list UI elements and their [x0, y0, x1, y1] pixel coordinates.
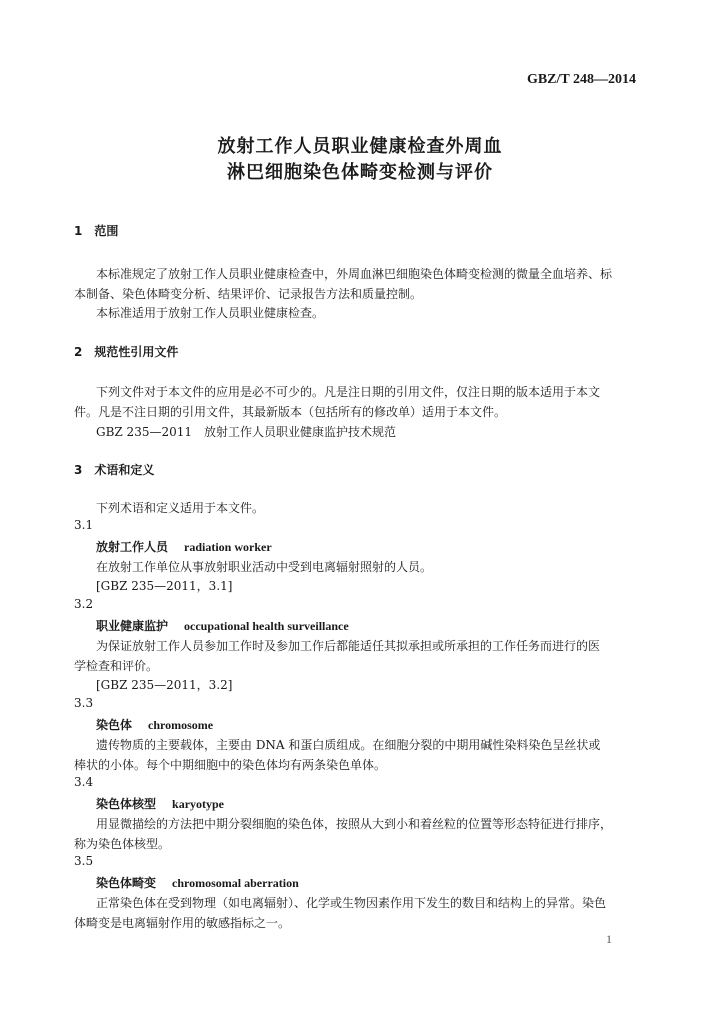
term-definition: 正常染色体在受到物理（如电离辐射）、化学或生物因素作用下发生的数目和结构上的异常。染色 — [96, 896, 607, 910]
term-title — [96, 538, 272, 555]
section-1-paragraph-1-line-2: 本制备、染色体畸变分析、结果评价、记录报告方法和质量控制。 — [74, 287, 423, 301]
title-line-1: 放射工作人员职业健康检查外周血 — [217, 136, 503, 157]
term-chinese: 染色体 — [96, 718, 133, 732]
section-1-paragraph-1-line-1: 本标准规定了放射工作人员职业健康检查中，外周血淋巴细胞染色体畸变检测的微量全血培养、标 — [96, 267, 613, 281]
section-1-paragraph-2: 本标准适用于放射工作人员职业健康检查。 — [96, 306, 325, 320]
term-title — [96, 716, 213, 733]
term-definition-continued: 体畸变是电离辐射作用的敏感指标之一。 — [74, 916, 291, 930]
document-title — [0, 134, 720, 186]
term-source: [GBZ 235—2011，3.2] — [96, 678, 233, 692]
term-definition-continued: 学检查和评价。 — [74, 659, 159, 673]
term-source: [GBZ 235—2011，3.1] — [96, 579, 233, 593]
term-english: occupational health surveillance — [184, 619, 349, 633]
term-title — [96, 617, 349, 634]
section-3-heading: 3 术语和定义 — [74, 463, 155, 477]
term-chinese: 放射工作人员 — [96, 540, 169, 554]
term-english: karyotype — [172, 797, 225, 811]
section-2-reference: GBZ 235—2011 放射工作人员职业健康监护技术规范 — [96, 425, 397, 439]
term-definition-continued: 棒状的小体。每个中期细胞中的染色体均有两条染色单体。 — [74, 758, 387, 772]
term-chinese: 职业健康监护 — [96, 619, 169, 633]
term-chinese: 染色体核型 — [96, 797, 157, 811]
term-definition: 遗传物质的主要载体，主要由 DNA 和蛋白质组成。在细胞分裂的中期用碱性染料染色呈丝状或 — [96, 738, 601, 752]
term-english: chromosomal aberration — [172, 876, 299, 890]
term-number: 3.2 — [74, 597, 94, 611]
page-number: 1 — [606, 932, 612, 946]
section-2-paragraph-1-line-1: 下列文件对于本文件的应用是必不可少的。凡是注日期的引用文件，仅注日期的版本适用于本文 — [96, 385, 601, 399]
standard-code: GBZ/T 248—2014 — [526, 72, 636, 87]
section-2-paragraph-1-line-2: 件。凡是不注日期的引用文件，其最新版本（包括所有的修改单）适用于本文件。 — [74, 405, 507, 419]
term-number: 3.1 — [74, 518, 94, 532]
term-english: radiation worker — [184, 540, 272, 554]
term-title — [96, 795, 224, 812]
section-1-heading: 1 范围 — [74, 224, 119, 238]
term-number: 3.3 — [74, 696, 94, 710]
term-definition: 为保证放射工作人员参加工作时及参加工作后都能适任其拟承担或所承担的工作任务而进行的医 — [96, 639, 601, 653]
term-definition: 用显微描绘的方法把中期分裂细胞的染色体，按照从大到小和着丝粒的位置等形态特征进行排序， — [96, 817, 613, 831]
term-chinese: 染色体畸变 — [96, 876, 157, 890]
term-number: 3.5 — [74, 854, 94, 868]
title-line-2: 淋巴细胞染色体畸变检测与评价 — [227, 162, 493, 183]
section-3-intro: 下列术语和定义适用于本文件。 — [96, 501, 265, 515]
section-2-heading: 2 规范性引用文件 — [74, 345, 179, 359]
term-definition: 在放射工作单位从事放射职业活动中受到电离辐射照射的人员。 — [96, 560, 433, 574]
term-number: 3.4 — [74, 775, 94, 789]
term-english: chromosome — [148, 718, 214, 732]
term-definition-continued: 称为染色体核型。 — [74, 837, 171, 851]
term-title — [96, 874, 299, 891]
